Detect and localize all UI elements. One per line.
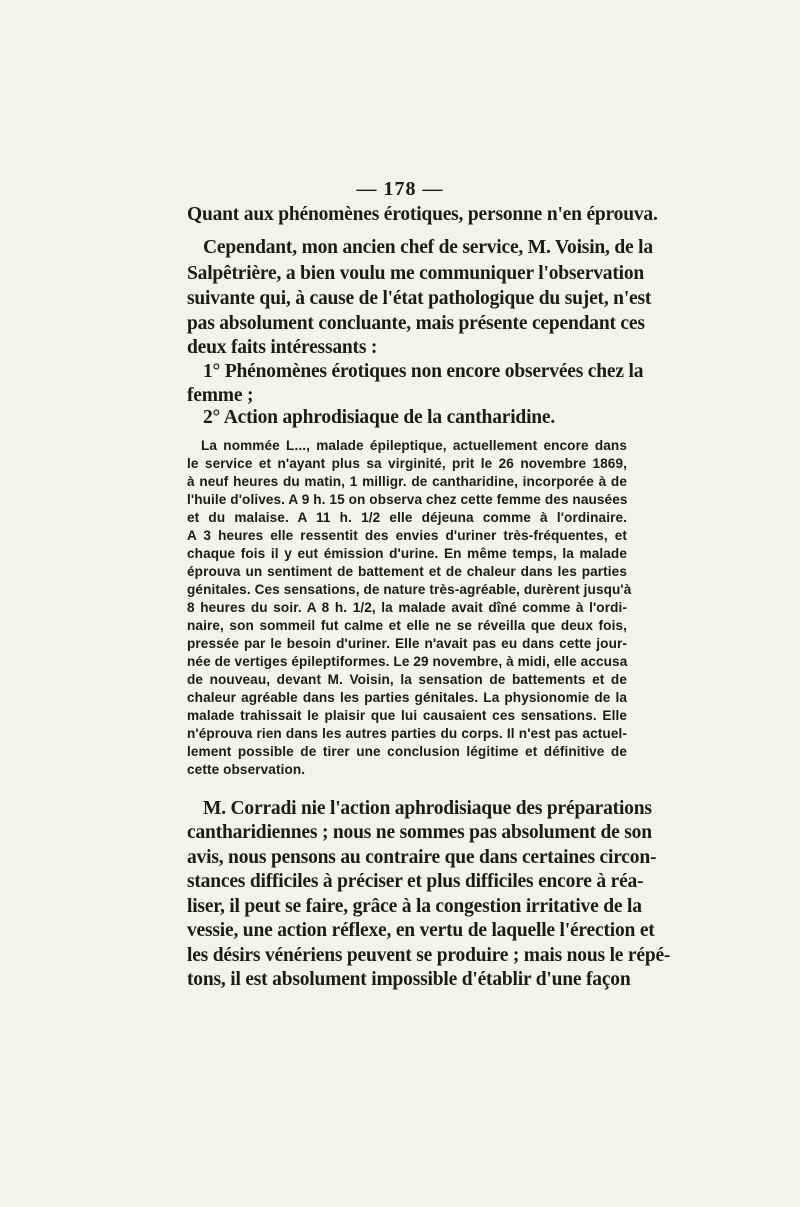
observation-line: le service et n'ayant plus sa virginité, prit le 26 novembre 1869,	[187, 456, 627, 471]
list-item-2: 2° Action aphrodisiaque de la cantharidine.	[203, 407, 556, 428]
observation-line: chaque fois il y eut émission d'urine. En même temps, la malade	[187, 546, 627, 561]
paragraph-1-line: suivante qui, à cause de l'état pathologique du sujet, n'est	[187, 288, 652, 309]
observation-line: chaleur agréable dans les parties génitales. La physionomie de la	[187, 690, 627, 705]
observation-line: lement possible de tirer une conclusion légitime et définitive de	[187, 744, 627, 759]
paragraph-2-line: liser, il peut se faire, grâce à la congestion irritative de la	[187, 896, 642, 917]
paragraph-1-line: Cependant, mon ancien chef de service, M. Voisin, de la	[203, 237, 653, 258]
paragraph-1-line: Salpêtrière, a bien voulu me communiquer l'observation	[187, 263, 645, 284]
observation-line: génitales. Ces sensations, de nature très-agréable, durèrent jusqu'à	[187, 582, 632, 597]
list-item-1-line: femme ;	[187, 385, 254, 406]
page-number: — 178 —	[356, 178, 444, 200]
paragraph-2-line: les désirs vénériens peuvent se produire ; mais nous le répé-	[187, 945, 671, 966]
observation-line: éprouva un sentiment de battement et de chaleur dans les parties	[187, 564, 627, 579]
observation-line: 8 heures du soir. A 8 h. 1/2, la malade avait dîné comme à l'ordi-	[187, 600, 627, 615]
paragraph-1-line: deux faits intéressants :	[187, 337, 378, 358]
observation-line: La nommée L..., malade épileptique, actuellement encore dans	[201, 438, 627, 453]
observation-line: de nouveau, devant M. Voisin, la sensation de battements et de	[187, 672, 627, 687]
observation-line: A 3 heures elle ressentit des envies d'uriner très-fréquentes, et	[187, 528, 627, 543]
paragraph-2-line: cantharidiennes ; nous ne sommes pas absolument de son	[187, 822, 652, 843]
observation-line: et du malaise. A 11 h. 1/2 elle déjeuna comme à l'ordinaire.	[187, 510, 627, 525]
paragraph-1-line: pas absolument concluante, mais présente cependant ces	[187, 313, 645, 334]
paragraph-2-line: M. Corradi nie l'action aphrodisiaque des préparations	[203, 798, 652, 819]
observation-line: l'huile d'olives. A 9 h. 15 on observa chez cette femme des nausées	[187, 492, 628, 507]
paragraph-2-line: avis, nous pensons au contraire que dans certaines circon-	[187, 847, 657, 868]
observation-line: cette observation.	[187, 762, 306, 777]
paragraph-1-line: Quant aux phénomènes érotiques, personne n'en éprouva.	[187, 204, 658, 225]
observation-line: à neuf heures du matin, 1 milligr. de cantharidine, incorporée à de	[187, 474, 627, 489]
observation-line: née de vertiges épileptiformes. Le 29 novembre, à midi, elle accusa	[187, 654, 628, 669]
observation-line: n'éprouva rien dans les autres parties du corps. Il n'est pas actuel-	[187, 726, 627, 741]
observation-line: naire, son sommeil fut calme et elle ne se réveilla que deux fois,	[187, 618, 627, 633]
observation-line: malade trahissait le plaisir que lui causaient ces sensations. Elle	[187, 708, 627, 723]
paragraph-2-line: vessie, une action réflexe, en vertu de laquelle l'érection et	[187, 920, 655, 941]
list-item-1-line: 1° Phénomènes érotiques non encore observées chez la	[203, 361, 644, 382]
paragraph-2-line: stances difficiles à préciser et plus difficiles encore à réa-	[187, 871, 644, 892]
paragraph-2-line: tons, il est absolument impossible d'établir d'une façon	[187, 969, 631, 990]
observation-line: pressée par le besoin d'uriner. Elle n'avait pas eu dans cette jour-	[187, 636, 627, 651]
